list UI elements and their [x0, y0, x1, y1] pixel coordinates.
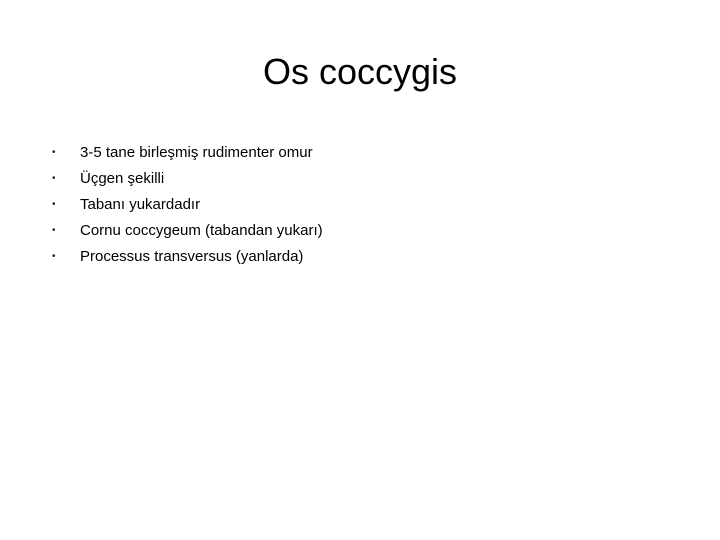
bullet-item: [52, 166, 323, 192]
bullet-icon: •: [52, 147, 56, 158]
bullet-text: 3-5 tane birleşmiş rudimenter omur: [80, 144, 313, 161]
bullet-item: [52, 218, 323, 244]
bullet-icon: •: [52, 173, 56, 184]
bullet-list: [52, 140, 323, 270]
bullet-icon: •: [52, 199, 56, 210]
bullet-icon: •: [52, 225, 56, 236]
bullet-icon: •: [52, 251, 56, 262]
bullet-text: Üçgen şekilli: [80, 170, 165, 187]
bullet-item: [52, 244, 323, 270]
slide-title: Os coccygis: [262, 51, 458, 92]
bullet-item: [52, 192, 323, 218]
bullet-text: Cornu coccygeum (tabandan yukarı): [80, 222, 323, 239]
bullet-text: Processus transversus (yanlarda): [80, 248, 304, 265]
bullet-text: Tabanı yukardadır: [80, 196, 201, 213]
bullet-item: [52, 140, 323, 166]
